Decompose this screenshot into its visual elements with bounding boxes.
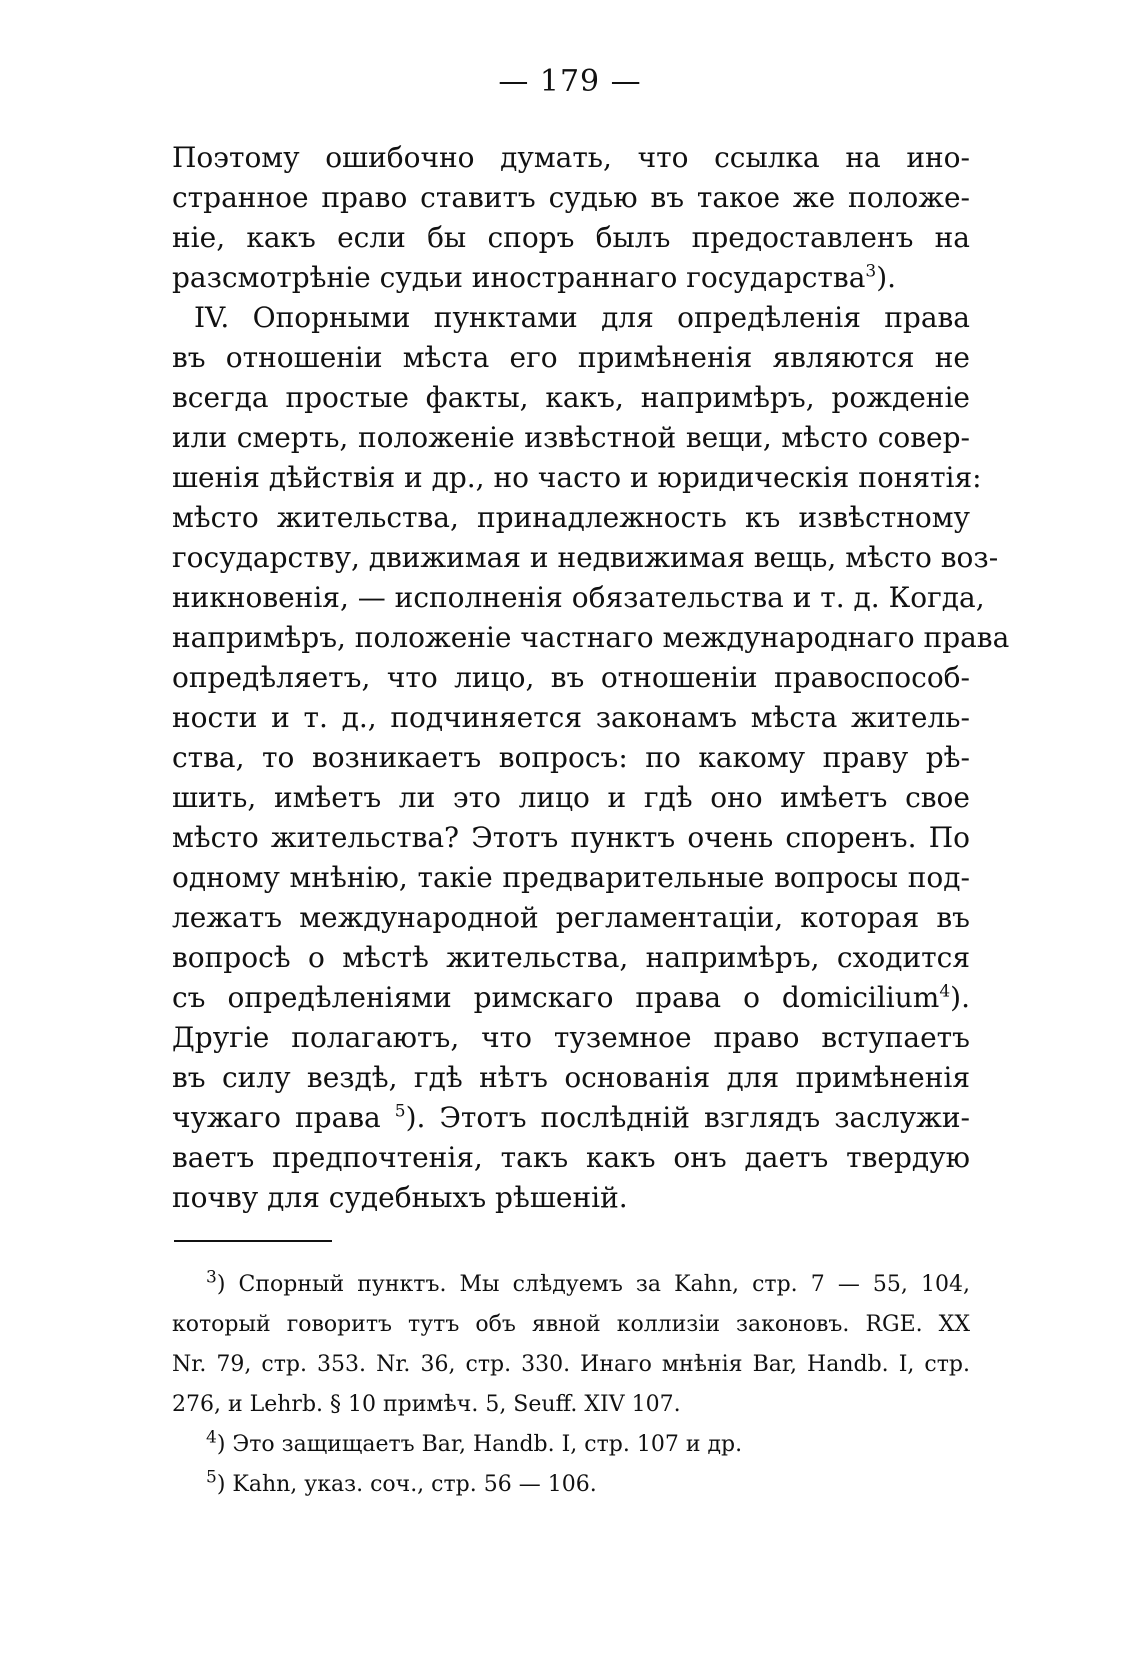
footnotes (172, 1268, 970, 1508)
text-line: въ отношеніи мѣста его примѣненія являются не (172, 341, 970, 374)
text-line: шенія дѣйствія и др., но часто и юридическія понятія: (172, 461, 982, 494)
footnote-line: который говоритъ тутъ объ явной коллизіи законовъ. RGE. XX (172, 1312, 970, 1337)
footnote-line: 276, и Lehrb. § 10 примѣч. 5, Seuff. XIV 107. (172, 1392, 681, 1417)
text-segment: ). (950, 981, 970, 1014)
text-line: одному мнѣнію, такіе предварительные вопросы под- (172, 861, 970, 894)
text-segment: ) Спорный пунктъ. Мы слѣдуемъ за Kahn, стр. 7 — 55, 104, (216, 1272, 970, 1297)
text-line: въ силу вездѣ, гдѣ нѣтъ основанія для примѣненія (172, 1061, 970, 1094)
footnote-ref: 5 (394, 1101, 406, 1122)
text-line: напримѣръ, положеніе частнаго международнаго права (172, 621, 1010, 654)
text-line: мѣсто жительства, принадлежность къ извѣстному (172, 501, 970, 534)
text-line: или смерть, положеніе извѣстной вещи, мѣсто совер- (172, 421, 970, 454)
text-line (172, 258, 970, 298)
text-line: Поэтому ошибочно думать, что ссылка на ино- (172, 141, 970, 174)
text-segment: ) Kahn, указ. соч., стр. 56 — 106. (216, 1472, 597, 1497)
text-line (172, 978, 970, 1018)
text-line: всегда простые факты, какъ, напримѣръ, рожденіе (172, 381, 970, 414)
text-segment: ) Это защищаетъ Bar, Handb. I, стр. 107 и др. (216, 1432, 743, 1457)
text-line: ніе, какъ если бы споръ былъ предоставленъ на (172, 221, 970, 254)
text-segment: ). (876, 261, 897, 294)
text-line: опредѣляетъ, что лицо, въ отношеніи правоспособ- (172, 661, 970, 694)
text-segment: чужаго права (172, 1101, 381, 1134)
text-line: мѣсто жительства? Этотъ пунктъ очень споренъ. По (172, 821, 970, 854)
text-line (172, 1098, 970, 1138)
footnote-marker: 5 (206, 1467, 217, 1488)
footnote-line (172, 1468, 970, 1508)
footnote-ref: 4 (939, 981, 951, 1002)
footnote-line: Nr. 79, стр. 353. Nr. 36, стр. 330. Инаго мнѣнія Bar, Handb. I, стр. (172, 1352, 970, 1377)
text-line: никновенія, — исполненія обязательства и т. д. Когда, (172, 581, 985, 614)
footnote-line (172, 1428, 970, 1468)
text-segment: разсмотрѣніе судьи иностраннаго государства (172, 261, 866, 294)
page-number: — 179 — (498, 64, 642, 99)
footnote-marker: 3 (206, 1267, 217, 1288)
text-line: лежатъ международной регламентаціи, которая въ (172, 901, 970, 934)
text-line: странное право ставитъ судью въ такое же положе- (172, 181, 970, 214)
text-line: Другіе полагаютъ, что туземное право вступаетъ (172, 1021, 970, 1054)
text-line: ности и т. д., подчиняется законамъ мѣста житель- (172, 701, 970, 734)
text-line: ства, то возникаетъ вопросъ: по какому праву рѣ- (172, 741, 970, 774)
footnote-line (172, 1268, 970, 1308)
text-line: государству, движимая и недвижимая вещь, мѣсто воз- (172, 541, 999, 574)
text-segment: ). Этотъ послѣдній взглядъ заслужи- (405, 1101, 970, 1134)
text-line: шить, имѣетъ ли это лицо и гдѣ оно имѣетъ свое (172, 781, 970, 814)
footnote-ref: 3 (865, 261, 877, 282)
text-line: ваетъ предпочтенія, такъ какъ онъ даетъ твердую (172, 1141, 970, 1174)
text-segment: съ опредѣленіями римскаго права о domicilium (172, 981, 940, 1014)
footnote-marker: 4 (206, 1427, 217, 1448)
footnote-separator (174, 1240, 332, 1242)
text-line: почву для судебныхъ рѣшеній. (172, 1181, 628, 1214)
text-line: вопросѣ о мѣстѣ жительства, напримѣръ, сходится (172, 941, 970, 974)
text-line: IV. Опорными пунктами для опредѣленія права (194, 301, 970, 334)
main-text (172, 138, 1010, 1218)
